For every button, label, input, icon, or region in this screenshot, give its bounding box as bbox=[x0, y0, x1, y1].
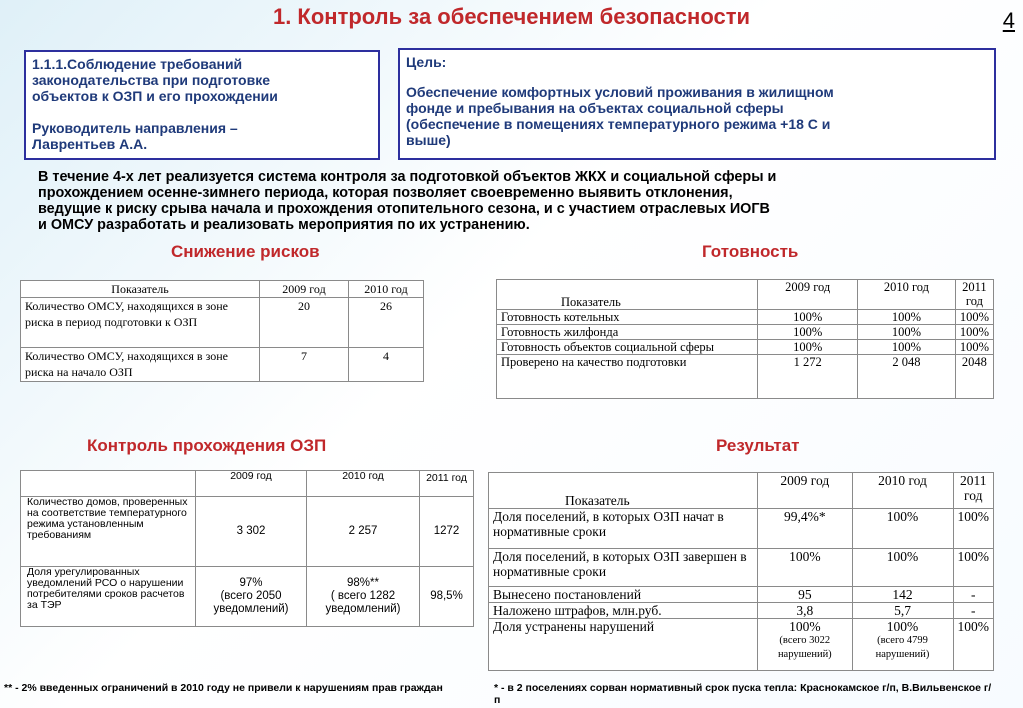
value-cell: 100% bbox=[758, 340, 858, 355]
row-label: Доля урегулированных уведомлений РСО о нарушении потребителями сроков расчетов за ТЭР bbox=[21, 567, 196, 627]
value-cell: 100% bbox=[953, 549, 994, 587]
row-label: Наложено штрафов, млн.руб. bbox=[489, 603, 758, 619]
value-cell: 142 bbox=[852, 587, 953, 603]
header-cell: 2010 год bbox=[307, 471, 420, 497]
table-header-row bbox=[21, 471, 474, 497]
header-cell: 2009 год bbox=[758, 473, 852, 509]
result-table bbox=[488, 472, 994, 671]
header-cell: 2009 год bbox=[196, 471, 307, 497]
header-cell: 2010 год bbox=[858, 280, 956, 310]
footnote-left: ** - 2% введенных ограничений в 2010 году не привели к нарушениям прав граждан bbox=[4, 682, 443, 694]
header-cell bbox=[21, 471, 196, 497]
footnote-right: * - в 2 поселениях сорван нормативный срок пуска тепла: Краснокамское г/п, В.Вильвенское г/п bbox=[494, 682, 992, 706]
header-cell: 2011 год bbox=[953, 473, 994, 509]
table-header-row bbox=[497, 280, 994, 310]
value-cell: 100% bbox=[858, 340, 956, 355]
goal-box bbox=[398, 48, 996, 160]
control-table bbox=[20, 470, 474, 627]
page-title: 1. Контроль за обеспечением безопасности bbox=[272, 4, 751, 29]
header-cell: 2010 год bbox=[349, 281, 424, 298]
table-row bbox=[21, 298, 424, 348]
header-cell: 2011 год bbox=[955, 280, 993, 310]
row-label: Количество домов, проверенных на соответствие температурного режима установленным требованиям bbox=[21, 497, 196, 567]
header-cell: Показатель bbox=[21, 281, 260, 298]
value-cell: 2 048 bbox=[858, 355, 956, 399]
goal-line-1: Обеспечение комфортных условий проживания в жилищном bbox=[406, 84, 834, 100]
value-cell: 100% bbox=[955, 325, 993, 340]
value-cell: 4 bbox=[349, 348, 424, 382]
risk-heading: Снижение рисков bbox=[171, 242, 320, 261]
direction-box bbox=[24, 50, 380, 160]
value-main: 100% bbox=[789, 619, 821, 634]
value-cell: 3,8 bbox=[758, 603, 852, 619]
value-note: (всего 3022 нарушений) bbox=[777, 635, 832, 660]
direction-line-2: законодательства при подготовке bbox=[32, 72, 270, 88]
value-cell: 5,7 bbox=[852, 603, 953, 619]
goal-label: Цель: bbox=[406, 54, 447, 70]
value-note: (всего 2050 уведомлений) bbox=[213, 590, 289, 615]
value-cell: 95 bbox=[758, 587, 852, 603]
intro-line-4: и ОМСУ разработать и реализовать мероприятия по их устранению. bbox=[38, 217, 530, 233]
value-cell: 100% bbox=[953, 509, 994, 549]
table-header-row bbox=[21, 281, 424, 298]
table-row bbox=[497, 325, 994, 340]
table-row bbox=[21, 567, 474, 627]
value-main: 100% bbox=[886, 619, 919, 634]
table-row bbox=[489, 587, 994, 603]
value-cell: 100% bbox=[758, 310, 858, 325]
value-cell: 100% bbox=[758, 549, 852, 587]
table-row bbox=[497, 340, 994, 355]
header-cell: Показатель bbox=[497, 280, 758, 310]
table-row bbox=[21, 497, 474, 567]
intro-line-1: В течение 4-х лет реализуется система контроля за подготовкой объектов ЖКХ и социальной сферы и bbox=[38, 169, 777, 185]
table-row bbox=[489, 509, 994, 549]
table-row bbox=[489, 549, 994, 587]
table-row bbox=[489, 619, 994, 671]
value-cell: 99,4%* bbox=[758, 509, 852, 549]
goal-line-3: (обеспечение в помещениях температурного режима +18 С и bbox=[406, 116, 831, 132]
value-cell: - bbox=[953, 603, 994, 619]
header-cell: 2009 год bbox=[260, 281, 349, 298]
value-cell: 100% bbox=[758, 325, 858, 340]
risk-table bbox=[20, 280, 424, 382]
value-cell: 3 302 bbox=[196, 497, 307, 567]
value-main: 98%** bbox=[347, 577, 379, 589]
goal-line-2: фонде и пребывания на объектах социальной сферы bbox=[406, 100, 784, 116]
header-cell: Показатель bbox=[489, 473, 758, 509]
value-cell: 100% bbox=[953, 619, 994, 671]
value-cell: 2 257 bbox=[307, 497, 420, 567]
table-row bbox=[489, 603, 994, 619]
value-cell bbox=[307, 567, 420, 627]
value-cell: 100% bbox=[852, 549, 953, 587]
value-cell: - bbox=[953, 587, 994, 603]
head-line-2: Лаврентьев А.А. bbox=[32, 136, 148, 152]
header-cell: 2011 год bbox=[420, 471, 474, 497]
row-label: Готовность объектов социальной сферы bbox=[497, 340, 758, 355]
row-label: Проверено на качество подготовки bbox=[497, 355, 758, 399]
direction-line-1: 1.1.1.Соблюдение требований bbox=[32, 56, 243, 72]
table-row bbox=[497, 355, 994, 399]
intro-line-3: ведущие к риску срыва начала и прохождения отопительного сезона, и с участием отраслевых ИОГВ bbox=[38, 201, 770, 217]
row-label: Доля поселений, в которых ОЗП завершен в нормативные сроки bbox=[489, 549, 758, 587]
header-cell: 2009 год bbox=[758, 280, 858, 310]
value-cell: 100% bbox=[858, 310, 956, 325]
page-number: 4 bbox=[1002, 8, 1015, 33]
row-label: Готовность жилфонда bbox=[497, 325, 758, 340]
value-cell: 1 272 bbox=[758, 355, 858, 399]
table-row bbox=[21, 348, 424, 382]
readiness-heading: Готовность bbox=[702, 242, 799, 261]
row-label: Готовность котельных bbox=[497, 310, 758, 325]
value-cell: 20 bbox=[260, 298, 349, 348]
intro-paragraph bbox=[38, 169, 988, 233]
value-cell bbox=[196, 567, 307, 627]
row-label: Количество ОМСУ, находящихся в зоне риска в период подготовки к ОЗП bbox=[21, 298, 260, 348]
value-cell: 100% bbox=[955, 340, 993, 355]
value-cell: 7 bbox=[260, 348, 349, 382]
value-cell: 2048 bbox=[955, 355, 993, 399]
readiness-table bbox=[496, 279, 994, 399]
value-cell: 1272 bbox=[420, 497, 474, 567]
value-cell: 26 bbox=[349, 298, 424, 348]
value-note: (всего 4799 нарушений) bbox=[875, 635, 930, 660]
value-note: ( всего 1282 уведомлений) bbox=[325, 590, 401, 615]
direction-line-3: объектов к ОЗП и его прохождении bbox=[32, 88, 278, 104]
control-heading: Контроль прохождения ОЗП bbox=[87, 436, 327, 455]
value-cell: 100% bbox=[852, 509, 953, 549]
value-cell bbox=[758, 619, 852, 671]
row-label: Вынесено постановлений bbox=[489, 587, 758, 603]
table-header-row bbox=[489, 473, 994, 509]
head-line-1: Руководитель направления – bbox=[32, 120, 238, 136]
header-cell: 2010 год bbox=[852, 473, 953, 509]
goal-line-4: выше) bbox=[406, 132, 451, 148]
value-cell: 98,5% bbox=[420, 567, 474, 627]
intro-line-2: прохождением осенне-зимнего периода, которая позволяет своевременно выявить отклонения, bbox=[38, 185, 733, 201]
value-cell: 100% bbox=[955, 310, 993, 325]
value-cell bbox=[852, 619, 953, 671]
row-label: Количество ОМСУ, находящихся в зоне риска на начало ОЗП bbox=[21, 348, 260, 382]
result-heading: Результат bbox=[716, 436, 800, 455]
value-cell: 100% bbox=[858, 325, 956, 340]
table-row bbox=[497, 310, 994, 325]
row-label: Доля поселений, в которых ОЗП начат в нормативные сроки bbox=[489, 509, 758, 549]
value-main: 97% bbox=[239, 577, 263, 589]
row-label: Доля устранены нарушений bbox=[489, 619, 758, 671]
